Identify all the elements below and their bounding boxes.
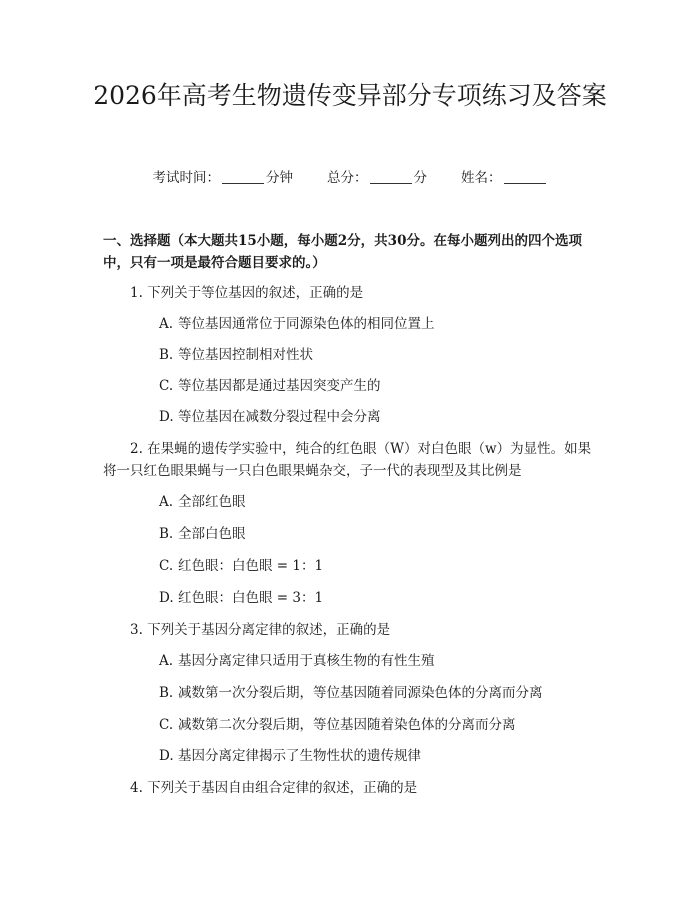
question-1-option-c bbox=[159, 376, 609, 396]
exam-time-unit: 分钟 bbox=[266, 170, 293, 186]
option-text: 等位基因通常位于同源染色体的相同位置上 bbox=[178, 316, 435, 332]
option-letter: C. bbox=[159, 717, 174, 733]
name-label: 姓名： bbox=[461, 170, 502, 186]
option-letter: D. bbox=[159, 409, 174, 425]
question-3-option-a bbox=[159, 651, 609, 671]
total-score-blank bbox=[370, 169, 412, 184]
total-score-label: 总分： bbox=[327, 170, 368, 186]
option-text: 基因分离定律只适用于真核生物的有性生殖 bbox=[178, 653, 435, 669]
question-2-option-d bbox=[159, 588, 609, 608]
question-1-stem: 1. 下列关于等位基因的叙述，正确的是 bbox=[130, 285, 364, 301]
question-3-option-c bbox=[159, 715, 609, 735]
name-field bbox=[461, 168, 548, 188]
option-text: 全部白色眼 bbox=[178, 526, 246, 542]
option-text: 等位基因在减数分裂过程中会分离 bbox=[178, 409, 381, 425]
question-2-option-a bbox=[159, 492, 609, 512]
exam-time-label: 考试时间： bbox=[152, 170, 220, 186]
question-1-option-b bbox=[159, 345, 609, 365]
option-letter: B. bbox=[159, 526, 174, 542]
option-text: 红色眼：白色眼 = 3：1 bbox=[178, 590, 324, 606]
question-2-option-b bbox=[159, 524, 609, 544]
question-1-option-a bbox=[159, 314, 609, 334]
question-4-stem: 4. 下列关于基因自由组合定律的叙述，正确的是 bbox=[130, 780, 418, 796]
total-score-field bbox=[327, 168, 427, 188]
question-2-stem: 2. 在果蝇的遗传学实验中，纯合的红色眼（W）对白色眼（w）为显性。如果将一只红色眼果蝇与一只白色眼果蝇杂交，子一代的表现型及其比例是 bbox=[103, 441, 592, 479]
exam-time-field bbox=[153, 168, 294, 188]
question-3-stem: 3. 下列关于基因分离定律的叙述，正确的是 bbox=[130, 622, 391, 638]
section-heading: 一、选择题（本大题共15小题，每小题2分，共30分。在每小题列出的四个选项中，只有一项是最符合题目要求的。） bbox=[103, 233, 582, 271]
total-score-unit: 分 bbox=[413, 170, 427, 186]
option-letter: A. bbox=[159, 494, 174, 510]
option-letter: C. bbox=[159, 558, 174, 574]
page-title: 2026年高考生物遗传变异部分专项练习及答案 bbox=[93, 81, 607, 110]
option-letter: D. bbox=[159, 590, 174, 606]
question-3-option-d bbox=[159, 746, 609, 766]
name-blank bbox=[504, 169, 546, 184]
option-letter: A. bbox=[159, 653, 174, 669]
option-letter: D. bbox=[159, 748, 174, 764]
option-text: 等位基因控制相对性状 bbox=[178, 347, 313, 363]
option-text: 减数第二次分裂后期，等位基因随着染色体的分离而分离 bbox=[178, 717, 516, 733]
option-text: 基因分离定律揭示了生物性状的遗传规律 bbox=[178, 748, 421, 764]
exam-time-blank bbox=[222, 169, 264, 184]
option-letter: B. bbox=[159, 685, 174, 701]
question-1-option-d bbox=[159, 407, 609, 427]
option-text: 等位基因都是通过基因突变产生的 bbox=[178, 378, 381, 394]
option-text: 红色眼：白色眼 = 1：1 bbox=[178, 558, 324, 574]
exam-info-line bbox=[0, 168, 700, 188]
option-letter: B. bbox=[159, 347, 174, 363]
question-2-option-c bbox=[159, 556, 609, 576]
question-3-option-b bbox=[159, 683, 609, 703]
option-text: 减数第一次分裂后期，等位基因随着同源染色体的分离而分离 bbox=[178, 685, 543, 701]
option-text: 全部红色眼 bbox=[178, 494, 246, 510]
option-letter: C. bbox=[159, 378, 174, 394]
option-letter: A. bbox=[159, 316, 174, 332]
